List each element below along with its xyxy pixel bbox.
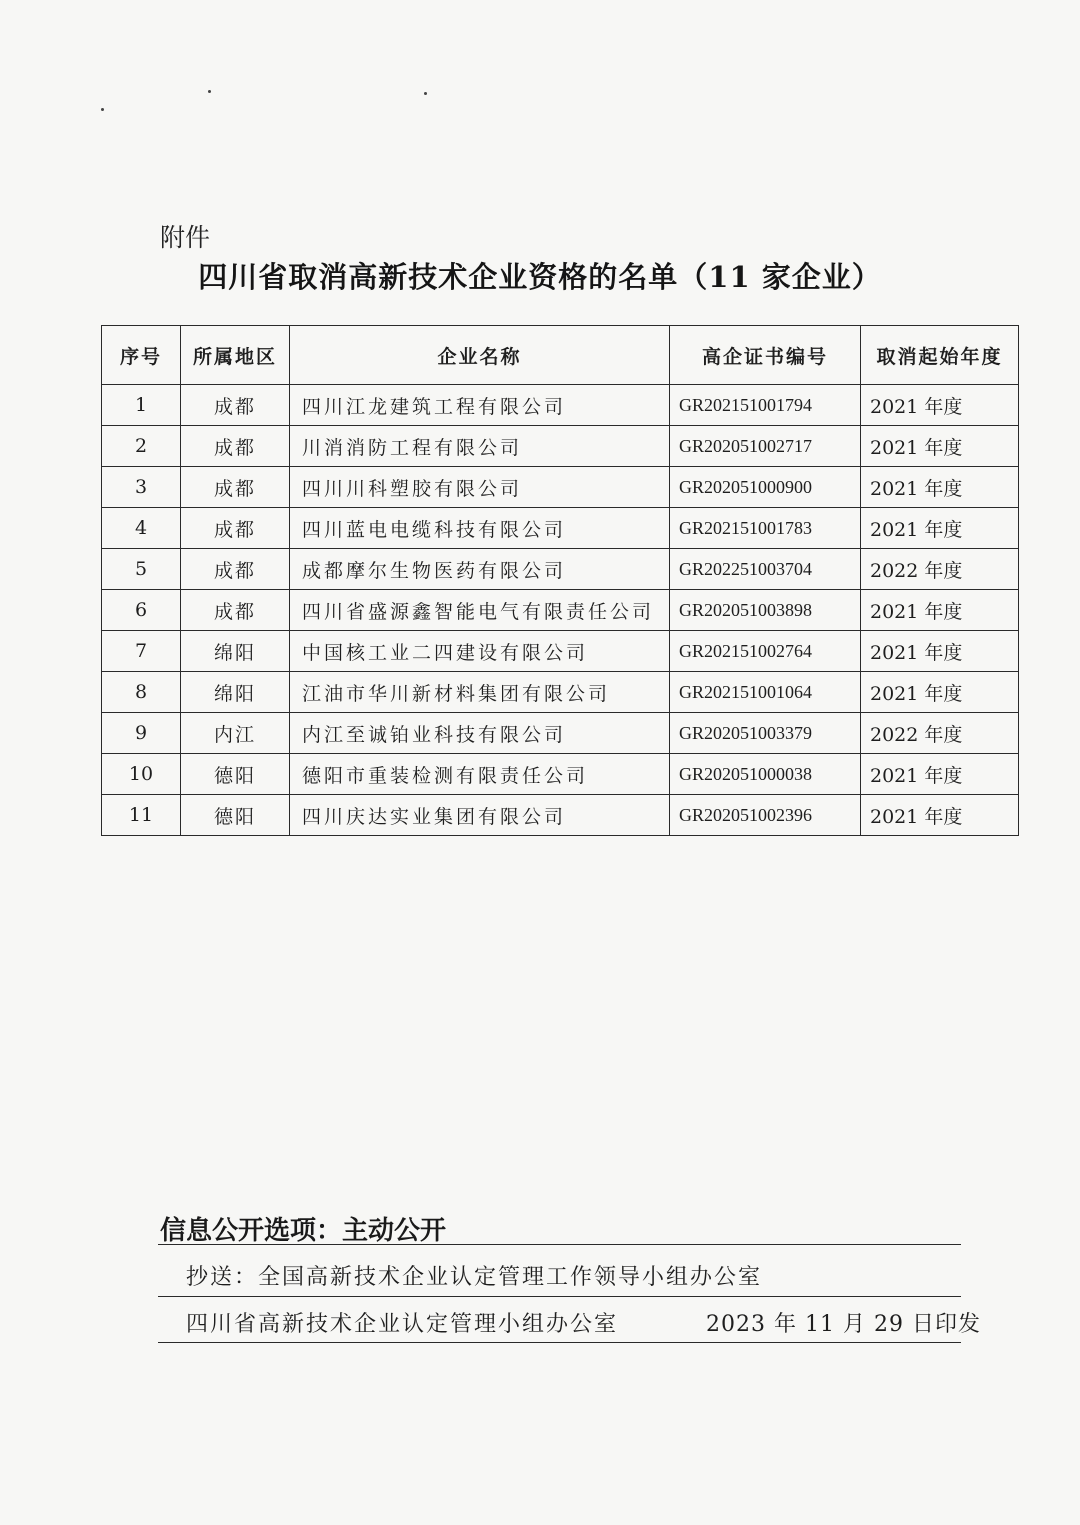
cell-no: 10: [102, 754, 181, 795]
disclosure-option: 信息公开选项：主动公开: [160, 1216, 447, 1246]
footer-divider: [158, 1342, 961, 1343]
cc-recipients: 抄送：全国高新技术企业认定管理工作领导小组办公室: [186, 1265, 763, 1290]
cell-name: 四川蓝电电缆科技有限公司: [290, 508, 670, 549]
cell-name: 四川庆达实业集团有限公司: [290, 795, 670, 836]
cell-region: 成都: [181, 426, 290, 467]
table-row: [102, 549, 1019, 590]
table-row: [102, 672, 1019, 713]
header-cert: 高企证书编号: [670, 326, 861, 385]
cell-region: 成都: [181, 549, 290, 590]
cell-cert: GR202151002764: [670, 631, 861, 672]
cell-no: 4: [102, 508, 181, 549]
cell-cert: GR202251003704: [670, 549, 861, 590]
cell-no: 1: [102, 385, 181, 426]
table-row: [102, 508, 1019, 549]
table-row: [102, 795, 1019, 836]
cell-cert: GR202051000038: [670, 754, 861, 795]
cell-region: 成都: [181, 385, 290, 426]
cell-year: 2021 年度: [861, 590, 1019, 631]
scan-speck: [208, 90, 211, 93]
table-row: [102, 590, 1019, 631]
cell-region: 成都: [181, 590, 290, 631]
cell-name: 德阳市重装检测有限责任公司: [290, 754, 670, 795]
header-no: 序号: [102, 326, 181, 385]
table-row: [102, 713, 1019, 754]
cell-no: 2: [102, 426, 181, 467]
cell-region: 德阳: [181, 754, 290, 795]
cell-year: 2021 年度: [861, 672, 1019, 713]
cell-year: 2021 年度: [861, 795, 1019, 836]
cell-cert: GR202051003379: [670, 713, 861, 754]
cell-year: 2021 年度: [861, 508, 1019, 549]
cell-name: 内江至诚铂业科技有限公司: [290, 713, 670, 754]
cell-name: 川消消防工程有限公司: [290, 426, 670, 467]
scan-speck: [424, 92, 427, 95]
cell-year: 2022 年度: [861, 549, 1019, 590]
cell-cert: GR202051002396: [670, 795, 861, 836]
table-row: [102, 426, 1019, 467]
cell-name: 江油市华川新材料集团有限公司: [290, 672, 670, 713]
issue-date: 2023 年 11 月 29 日印发: [706, 1312, 981, 1337]
cell-region: 内江: [181, 713, 290, 754]
table-row: [102, 467, 1019, 508]
cell-region: 德阳: [181, 795, 290, 836]
issuing-office: 四川省高新技术企业认定管理小组办公室: [186, 1312, 619, 1337]
cell-cert: GR202151001794: [670, 385, 861, 426]
footer-divider: [158, 1244, 961, 1245]
cell-cert: GR202151001783: [670, 508, 861, 549]
footer-divider: [158, 1296, 961, 1297]
cell-no: 6: [102, 590, 181, 631]
cell-cert: GR202051002717: [670, 426, 861, 467]
cell-no: 9: [102, 713, 181, 754]
table-row: [102, 385, 1019, 426]
cell-cert: GR202051003898: [670, 590, 861, 631]
cell-year: 2021 年度: [861, 631, 1019, 672]
table-row: [102, 631, 1019, 672]
cell-cert: GR202051000900: [670, 467, 861, 508]
cell-region: 绵阳: [181, 672, 290, 713]
table-header-row: [102, 326, 1019, 385]
attachment-label: 附件: [160, 223, 211, 252]
header-name: 企业名称: [290, 326, 670, 385]
cell-year: 2021 年度: [861, 754, 1019, 795]
cell-no: 8: [102, 672, 181, 713]
cell-year: 2021 年度: [861, 467, 1019, 508]
table-row: [102, 754, 1019, 795]
cell-name: 成都摩尔生物医药有限公司: [290, 549, 670, 590]
cell-name: 四川省盛源鑫智能电气有限责任公司: [290, 590, 670, 631]
cell-region: 成都: [181, 508, 290, 549]
cell-region: 成都: [181, 467, 290, 508]
cell-no: 7: [102, 631, 181, 672]
cell-year: 2021 年度: [861, 385, 1019, 426]
document-title: 四川省取消高新技术企业资格的名单（11 家企业）: [198, 260, 882, 294]
cell-name: 四川川科塑胶有限公司: [290, 467, 670, 508]
cell-year: 2022 年度: [861, 713, 1019, 754]
cell-region: 绵阳: [181, 631, 290, 672]
cell-cert: GR202151001064: [670, 672, 861, 713]
revoked-enterprise-table: [101, 325, 1019, 836]
cell-no: 11: [102, 795, 181, 836]
cell-year: 2021 年度: [861, 426, 1019, 467]
cell-no: 5: [102, 549, 181, 590]
cell-no: 3: [102, 467, 181, 508]
cell-name: 中国核工业二四建设有限公司: [290, 631, 670, 672]
scan-speck: [101, 108, 104, 111]
header-region: 所属地区: [181, 326, 290, 385]
cell-name: 四川江龙建筑工程有限公司: [290, 385, 670, 426]
header-year: 取消起始年度: [861, 326, 1019, 385]
